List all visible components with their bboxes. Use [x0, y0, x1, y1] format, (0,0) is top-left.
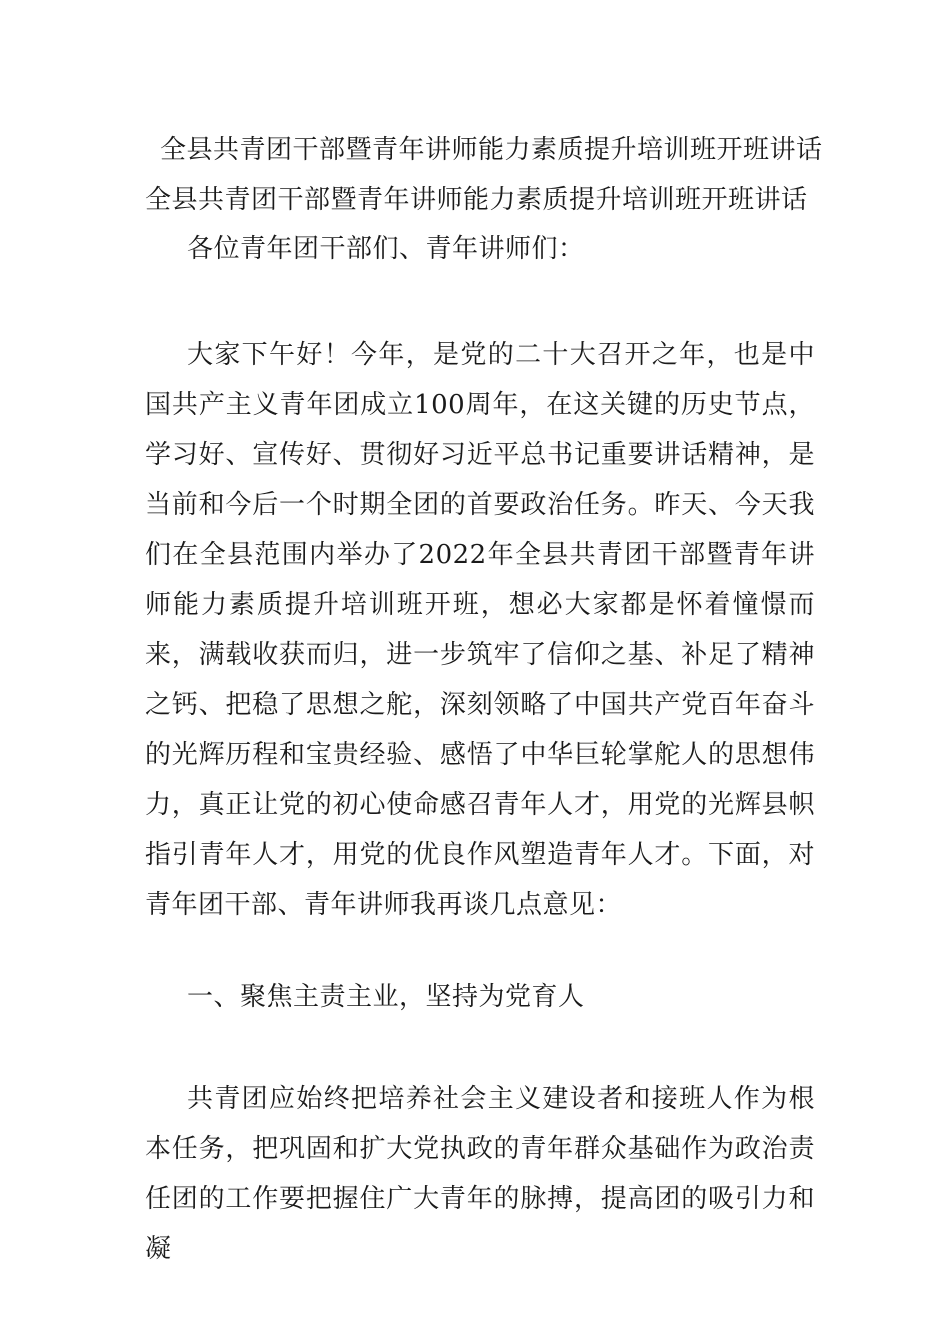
document-title: 全县共青团干部暨青年讲师能力素质提升培训班开班讲话: [160, 135, 823, 165]
section-heading-1: 一、聚焦主责主业，坚持为党育人: [187, 982, 585, 1012]
document-title-repeat: 全县共青团干部暨青年讲师能力素质提升培训班开班讲话: [145, 185, 808, 215]
body-paragraph-2: 共青团应始终把培养社会主义建设者和接班人作为根本任务，把巩固和扩大党执政的青年群众基础作为政治责任团的工作要把握住广大青年的脉搏，提高团的吸引力和凝: [145, 1084, 815, 1264]
salutation: 各位青年团干部们、青年讲师们：: [187, 234, 585, 264]
body-paragraph-1: 大家下午好！今年，是党的二十大召开之年，也是中国共产主义青年团成立100周年，在这关键的历史节点，学习好、宣传好、贯彻好习近平总书记重要讲话精神，是当前和今后一个时期全团的首要政治任务。昨天、今天我们在全县范围内举办了2022年全县共青团干部暨青年讲师能力素质提升培训班开班，想必大家都是怀着憧憬而来，满载收获而归，进一步筑牢了信仰之基、补足了精神之钙、把稳了思想之舵，深刻领略了中国共产党百年奋斗的光辉历程和宝贵经验、感悟了中华巨轮掌舵人的思想伟力，真正让党的初心使命感召青年人才，用党的光辉县帜指引青年人才，用党的优良作风塑造青年人才。下面，对青年团干部、青年讲师我再谈几点意见：: [145, 340, 815, 920]
